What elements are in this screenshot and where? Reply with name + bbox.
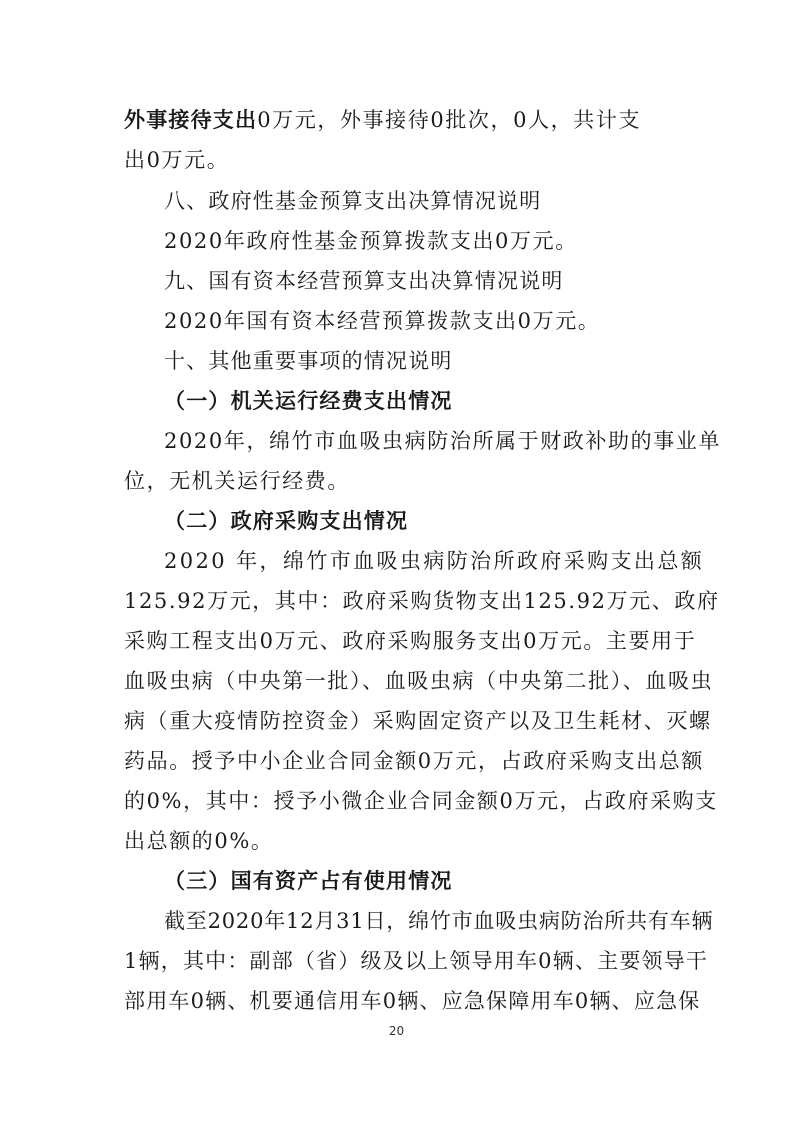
paragraph-foreign-reception [124,105,684,135]
subheading-state-assets: （三）国有资产占有使用情况 [164,869,453,893]
text-line: 部用车0辆、机要通信用车0辆、应急保障用车0辆、应急保 [124,989,701,1013]
heading-section-9: 九、国有资本经营预算支出决算情况说明 [164,269,564,293]
text-line: 2020年，绵竹市血吸虫病防治所属于财政补助的事业单 [164,429,722,453]
text-line: 125.92万元，其中：政府采购货物支出125.92万元、政府 [124,589,720,613]
text-line: 血吸虫病（中央第一批）、血吸虫病（中央第二批）、血吸虫 [124,669,714,693]
text-line: 病（重大疫情防控资金）采购固定资产以及卫生耗材、灭螺 [124,709,712,733]
text-line: 截至2020年12月31日，绵竹市血吸虫病防治所共有车辆 [164,909,714,933]
subheading-operating-expenses: （一）机关运行经费支出情况 [164,389,453,413]
paragraph-section-8: 2020年政府性基金预算拨款支出0万元。 [164,229,578,253]
text-line: 1辆，其中：副部（省）级及以上领导用车0辆、主要领导干 [124,949,709,973]
subheading-government-procurement: （二）政府采购支出情况 [164,509,409,533]
text-line: 位，无机关运行经费。 [124,469,350,493]
heading-section-8: 八、政府性基金预算支出决算情况说明 [164,189,542,213]
paragraph-section-9: 2020年国有资本经营预算拨款支出0万元。 [164,309,601,333]
foreign-reception-text: 0万元，外事接待0批次，0人，共计支 [257,108,642,132]
text-line: 2020 年，绵竹市血吸虫病防治所政府采购支出总额 [164,549,705,573]
text-line: 采购工程支出0万元、政府采购服务支出0万元。主要用于 [124,629,697,653]
text-line: 药品。授予中小企业合同金额0万元，占政府采购支出总额 [124,749,704,773]
heading-section-10: 十、其他重要事项的情况说明 [164,349,453,373]
text-line: 出总额的0%。 [124,829,274,853]
paragraph-foreign-reception-cont: 出0万元。 [124,148,230,172]
text-line: 的0%，其中：授予小微企业合同金额0万元，占政府采购支 [124,789,718,813]
page-number: 20 [388,1024,405,1038]
foreign-reception-label: 外事接待支出 [124,108,258,132]
